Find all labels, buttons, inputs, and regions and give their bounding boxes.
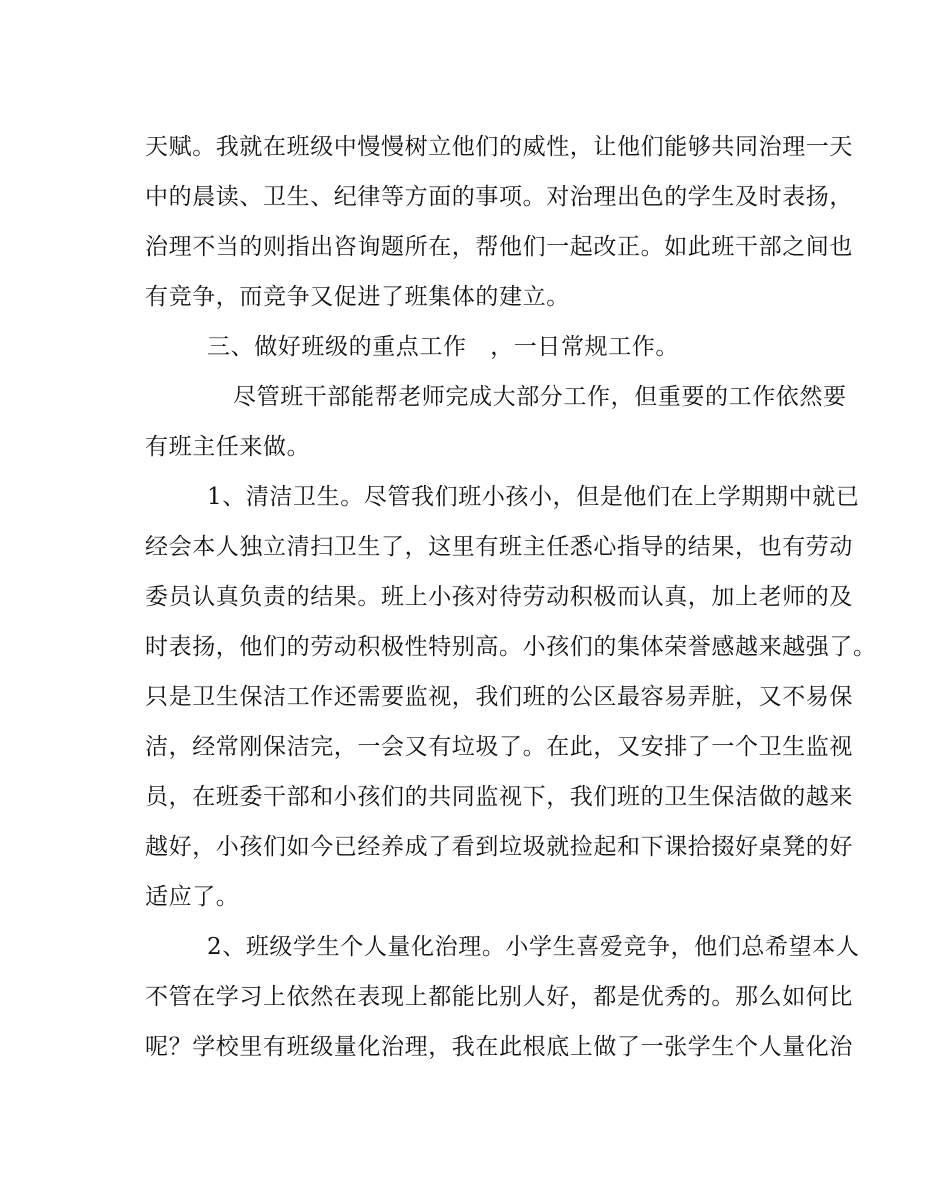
text-line-15: 越好，小孩们如今已经养成了看到垃圾就捡起和下课拾掇好桌凳的好	[145, 834, 853, 860]
text-line-10: 委员认真负责的结果。班上小孩对待劳动积极而认真，加上老师的及	[145, 584, 853, 610]
text-line-6: 尽管班干部能帮老师完成大部分工作，但重要的工作依然要	[233, 384, 847, 410]
text-line-19: 呢？学校里有班级量化治理，我在此根底上做了一张学生个人量化治	[145, 1034, 853, 1060]
text-line-2: 中的晨读、卫生、纪律等方面的事项。对治理出色的学生及时表扬，	[145, 184, 853, 210]
text-line-9: 经会本人独立清扫卫生了，这里有班主任悉心指导的结果，也有劳动	[145, 534, 853, 560]
section-heading: 三、做好班级的重点工作 ，一日常规工作。	[207, 334, 679, 360]
text-line-3: 治理不当的则指出咨询题所在，帮他们一起改正。如此班干部之间也	[145, 234, 853, 260]
text-line-8: 1、清洁卫生。尽管我们班小孩小，但是他们在上学期期中就已	[207, 484, 860, 510]
text-line-7: 有班主任来做。	[145, 434, 311, 460]
text-line-14: 员，在班委干部和小孩们的共同监视下，我们班的卫生保洁做的越来	[145, 784, 853, 810]
text-line-11: 时表扬，他们的劳动积极性特别高。小孩们的集体荣誉感越来越强了。	[145, 634, 877, 660]
text-line-4: 有竞争，而竞争又促进了班集体的建立。	[145, 284, 570, 310]
text-line-13: 洁，经常刚保洁完，一会又有垃圾了。在此，又安排了一个卫生监视	[145, 734, 853, 760]
text-line-1: 天赋。我就在班级中慢慢树立他们的威性，让他们能够共同治理一天	[145, 134, 853, 160]
text-line-18: 不管在学习上依然在表现上都能比别人好，都是优秀的。那么如何比	[145, 984, 853, 1010]
text-line-12: 只是卫生保洁工作还需要监视，我们班的公区最容易弄脏，又不易保	[145, 684, 853, 710]
text-line-16: 适应了。	[145, 884, 240, 910]
text-line-17: 2、班级学生个人量化治理。小学生喜爱竞争，他们总希望本人	[207, 934, 860, 960]
